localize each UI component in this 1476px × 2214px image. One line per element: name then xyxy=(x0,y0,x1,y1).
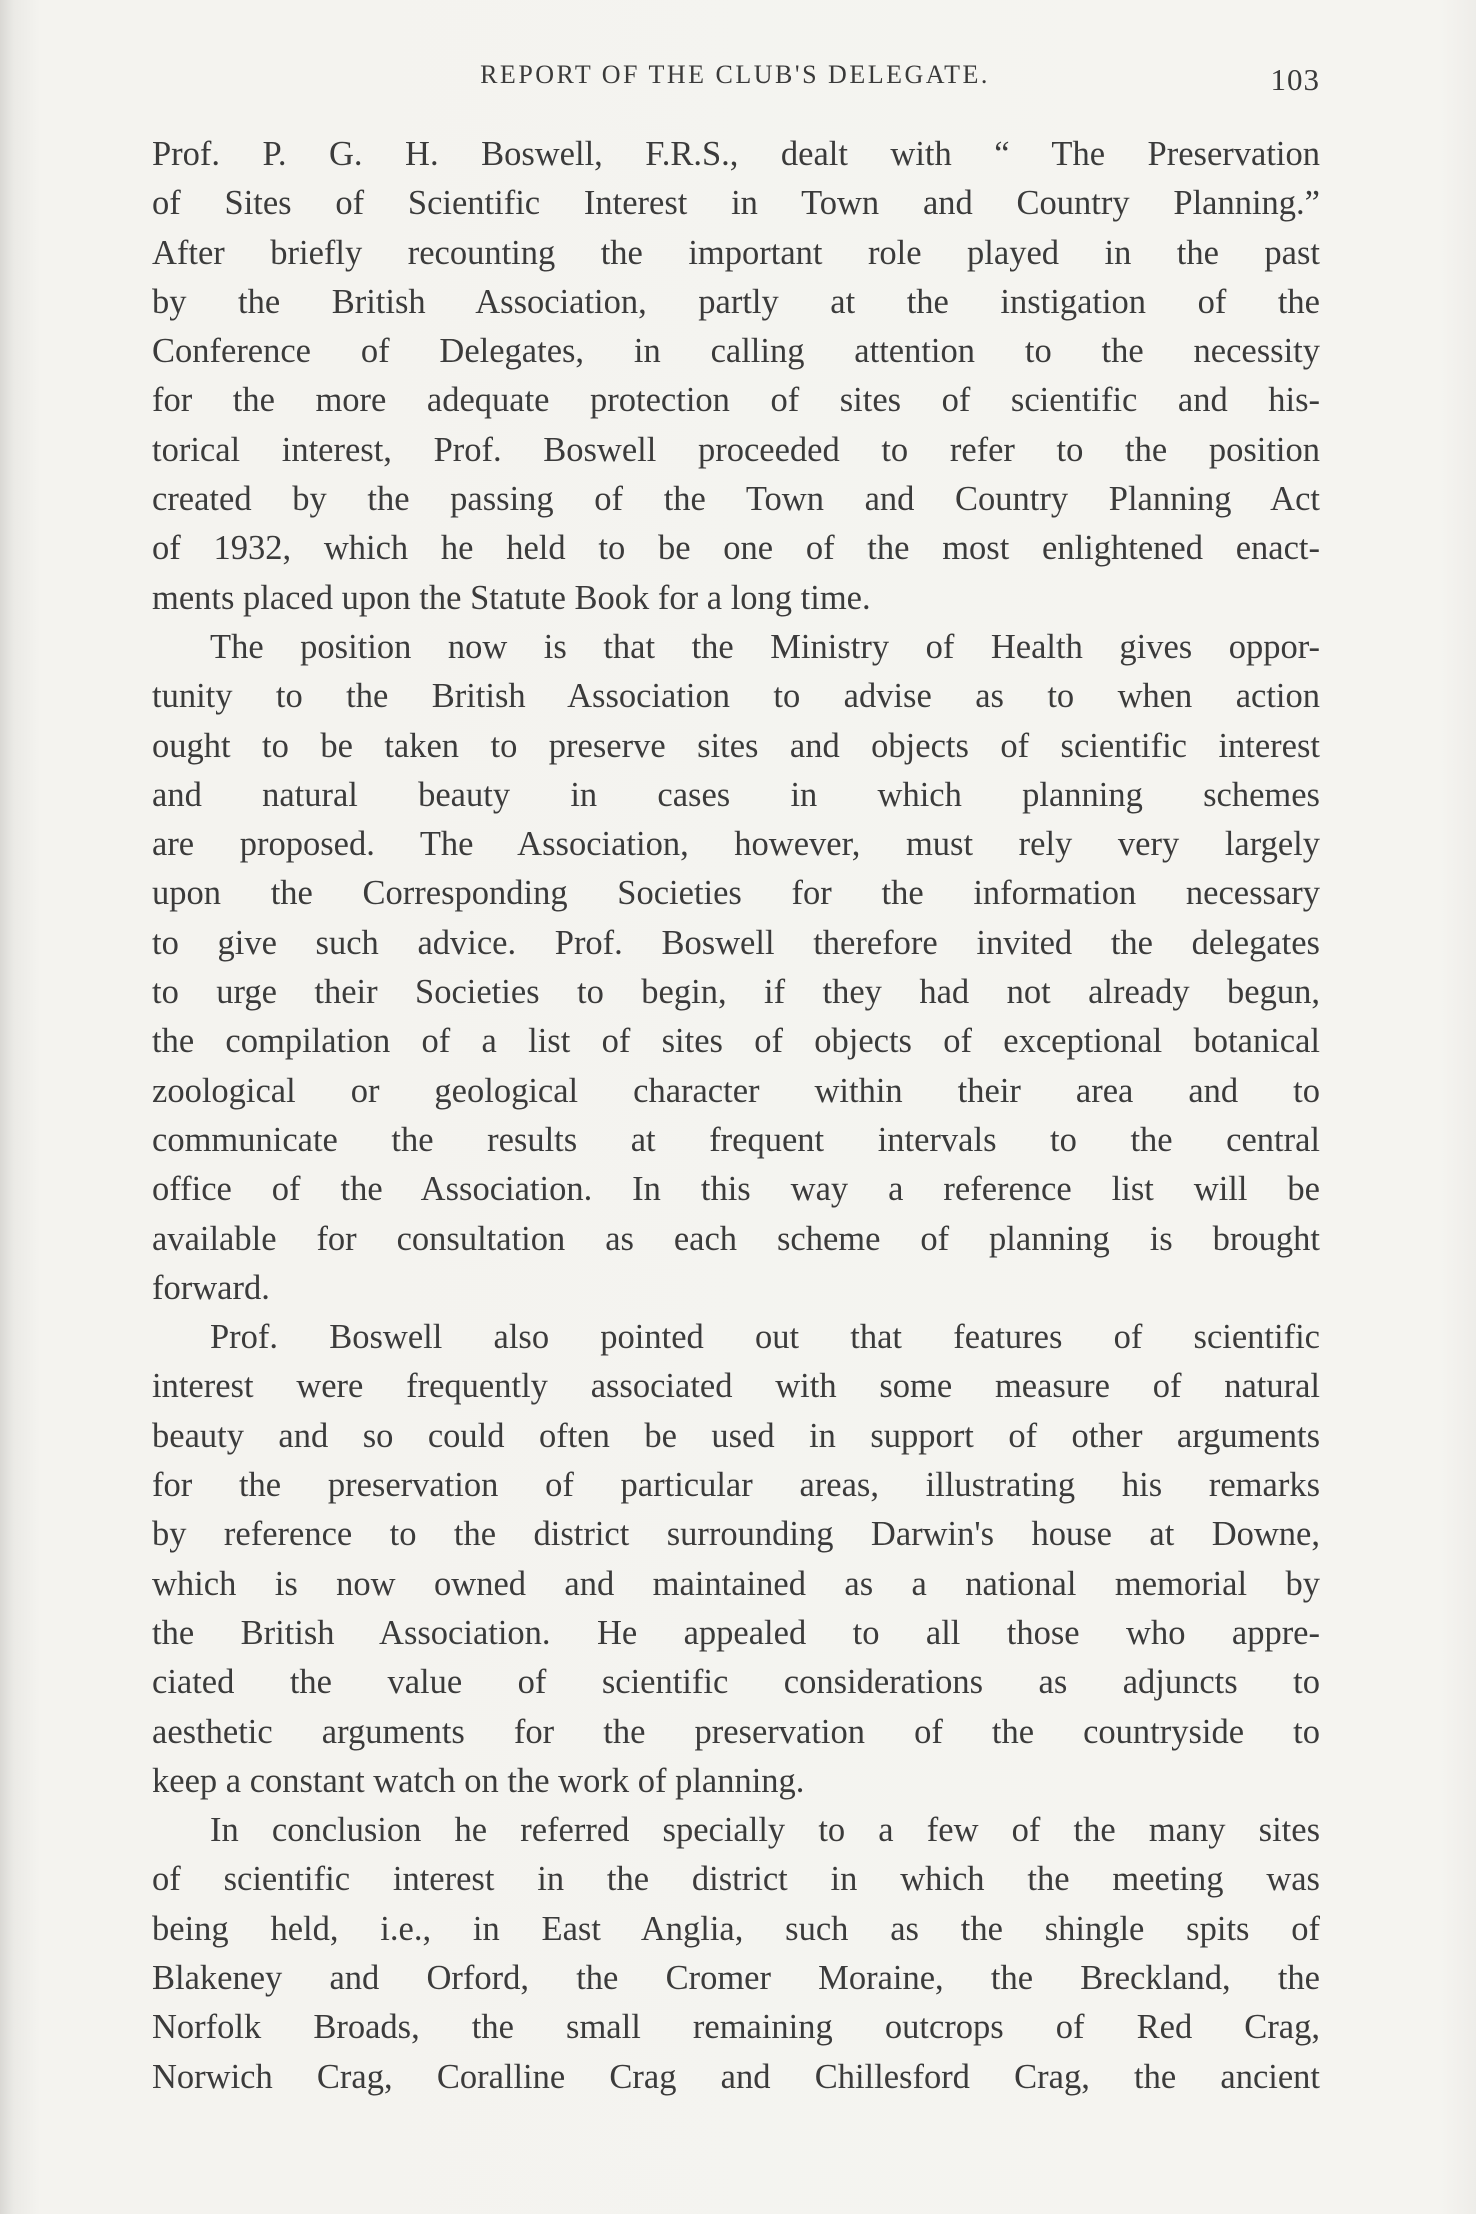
text-line: Blakeney and Orford, the Cromer Moraine, the Breckland, the xyxy=(152,1958,1320,1997)
text-line: forward. xyxy=(152,1268,270,1307)
text-line: the British Association. He appealed to all those who appre- xyxy=(152,1613,1320,1652)
paragraph-2 xyxy=(152,623,1320,1313)
text-line: created by the passing of the Town and Country Planning Act xyxy=(152,480,1320,519)
text-line: beauty and so could often be used in support of other arguments xyxy=(152,1416,1320,1455)
text-line: the compilation of a list of sites of objects of exceptional botanical xyxy=(152,1022,1320,1061)
text-line: communicate the results at frequent intervals to the central xyxy=(152,1120,1320,1159)
text-line: In conclusion he referred specially to a few of the many sites xyxy=(210,1811,1320,1850)
text-line: keep a constant watch on the work of planning. xyxy=(152,1761,805,1800)
text-line: for the preservation of particular areas, illustrating his remarks xyxy=(152,1466,1320,1505)
text-line: by the British Association, partly at the instigation of the xyxy=(152,282,1320,321)
paragraph-1 xyxy=(152,130,1320,623)
text-line: of scientific interest in the district in which the meeting was xyxy=(152,1860,1320,1899)
text-line: Prof. Boswell also pointed out that features of scientific xyxy=(210,1318,1320,1357)
text-line: and natural beauty in cases in which planning schemes xyxy=(152,775,1320,814)
text-line: interest were frequently associated with some measure of natural xyxy=(152,1367,1320,1406)
text-line: torical interest, Prof. Boswell proceeded to refer to the position xyxy=(152,430,1320,469)
text-line: for the more adequate protection of sites of scientific and his- xyxy=(152,381,1320,420)
paragraph-4 xyxy=(152,1806,1320,2102)
text-line: Norfolk Broads, the small remaining outcrops of Red Crag, xyxy=(152,2008,1320,2047)
text-line: The position now is that the Ministry of Health gives oppor- xyxy=(210,627,1320,666)
text-line: available for consultation as each scheme of planning is brought xyxy=(152,1219,1320,1258)
text-line: Norwich Crag, Coralline Crag and Chillesford Crag, the ancient xyxy=(152,2057,1320,2096)
text-line: Prof. P. G. H. Boswell, F.R.S., dealt with “ The Preservation xyxy=(152,135,1320,173)
running-header xyxy=(150,60,1320,100)
text-line: ought to be taken to preserve sites and objects of scientific interest xyxy=(152,726,1320,765)
text-line: aesthetic arguments for the preservation of the countryside to xyxy=(152,1712,1320,1751)
text-line: After briefly recounting the important role played in the past xyxy=(152,233,1320,272)
text-line: by reference to the district surrounding Darwin's house at Downe, xyxy=(152,1515,1320,1554)
text-line: ments placed upon the Statute Book for a long time. xyxy=(152,578,871,617)
text-line: of Sites of Scientific Interest in Town and Country Planning.” xyxy=(152,184,1320,223)
text-line: tunity to the British Association to advise as to when action xyxy=(152,677,1320,716)
page-number: 103 xyxy=(1270,62,1320,97)
text-line: are proposed. The Association, however, must rely very largely xyxy=(152,825,1320,864)
text-line: to give such advice. Prof. Boswell therefore invited the delegates xyxy=(152,923,1320,962)
text-line: of 1932, which he held to be one of the most enlightened enact- xyxy=(152,529,1320,568)
running-title: REPORT OF THE CLUB'S DELEGATE. xyxy=(480,60,990,89)
text-line: ciated the value of scientific considerations as adjuncts to xyxy=(152,1663,1320,1702)
text-line: to urge their Societies to begin, if they had not already begun, xyxy=(152,973,1320,1012)
text-line: office of the Association. In this way a reference list will be xyxy=(152,1170,1320,1209)
text-line: upon the Corresponding Societies for the information necessary xyxy=(152,874,1320,913)
text-line: being held, i.e., in East Anglia, such as the shingle spits of xyxy=(152,1909,1320,1948)
paragraph-3 xyxy=(152,1313,1320,1806)
body-text xyxy=(152,130,1320,2102)
text-line: zoological or geological character within their area and to xyxy=(152,1071,1320,1110)
text-line: which is now owned and maintained as a national memorial by xyxy=(152,1564,1320,1603)
text-line: Conference of Delegates, in calling attention to the necessity xyxy=(152,332,1320,371)
